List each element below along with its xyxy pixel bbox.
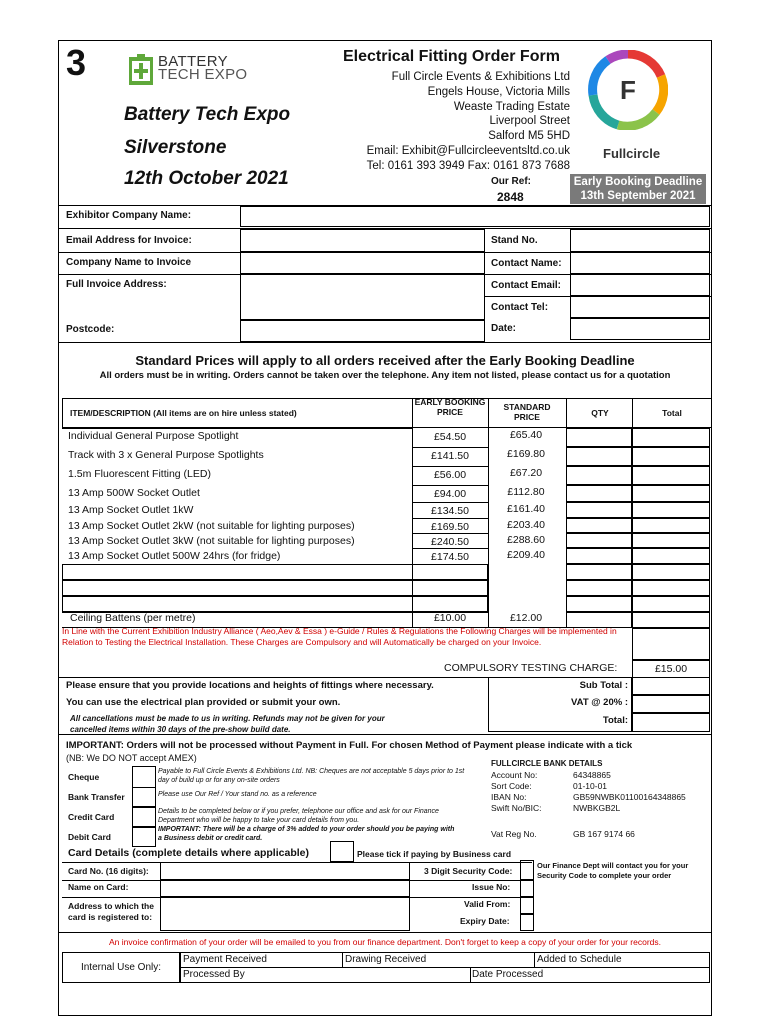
stand-label: Stand No. [491,235,538,246]
ceiling-standard-price: £12.00 [509,612,543,624]
business-card-label: Please tick if paying by Business card [357,849,512,859]
deadline-date: 13th September 2021 [580,190,696,202]
col-item: ITEM/DESCRIPTION (All items are on hire unless stated) [70,408,297,418]
debit-card-note: IMPORTANT: There will be a charge of 3% added to your order should you be paying with a Business debit or credit card. [158,826,455,842]
business-card-checkbox[interactable] [330,841,354,862]
qty-input[interactable] [566,502,632,518]
subtotal-label: Sub Total : [579,680,628,691]
contact-name-label: Contact Name: [491,258,562,269]
total-cell [632,548,710,564]
divider [58,342,712,343]
email-invoice-input[interactable] [240,229,485,252]
bank-value: GB59NWBK01100164348865 [573,792,686,802]
our-ref-value: 2848 [497,190,524,204]
standard-price: £161.40 [507,503,545,515]
item-description: 13 Amp Socket Outlet 1kW [68,504,194,516]
col-divider [488,398,489,628]
vat-label: VAT @ 20% : [571,697,628,708]
early-price: £169.50 [431,521,469,533]
ceiling-early-price: £10.00 [433,612,467,624]
standard-price: £67.20 [509,467,543,479]
internal-use-label: Internal Use Only: [62,952,180,983]
standard-prices-notice: Standard Prices will apply to all orders received after the Early Booking Deadline [135,353,635,368]
divider [470,967,471,983]
contact-email-input[interactable] [570,274,710,296]
qty-input[interactable] [566,447,632,466]
processed-by: Processed By [183,969,245,980]
address-line: Email: Exhibit@Fullcircleeventsltd.co.uk [366,144,570,157]
card-address-label: Address to which the card is registered to: [68,901,154,922]
row-line [412,485,488,486]
total-cell [632,518,710,533]
qty-input[interactable] [566,518,632,533]
address-line: Salford M5 5HD [488,130,570,143]
event-date: 12th October 2021 [124,168,289,189]
invoice-confirmation-note: An invoice confirmation of your order will be emailed to you from our finance department. Don't forget to keep a copy of your order for your records. [108,937,662,947]
row-line [412,502,488,503]
standard-price: £65.40 [509,429,543,441]
page-number: 3 [66,42,87,83]
event-name: Battery Tech Expo [124,104,291,125]
early-price: £56.00 [433,469,467,481]
exhibitor-input[interactable] [240,206,710,227]
security-code-input[interactable] [520,860,534,880]
orders-in-writing-notice: All orders must be in writing. Orders cannot be taken over the telephone. Any item not listed, please contact us for a quotation [99,370,671,381]
item-description: Individual General Purpose Spotlight [68,430,239,442]
qty-input[interactable] [566,533,632,548]
contact-tel-label: Contact Tel: [491,302,549,313]
subtotal-value [632,677,710,695]
contact-email-label: Contact Email: [491,280,562,291]
ceiling-total-cell [632,612,710,628]
brand-letter: F [620,75,636,105]
col-qty: QTY [591,408,609,418]
early-price: £94.00 [433,488,467,500]
blank-row[interactable] [62,580,488,596]
exhibitor-label: Exhibitor Company Name: [66,210,192,221]
total-cell [632,466,710,485]
address-line: Tel: 0161 393 3949 Fax: 0161 873 7688 [366,159,570,172]
row-line [412,518,488,519]
postcode-input[interactable] [240,320,485,342]
no-amex-note: (NB: We DO NOT accept AMEX) [66,753,197,763]
cheque-checkbox[interactable] [132,766,156,788]
plan-note: You can use the electrical plan provided or submit your own. [66,697,341,708]
total-label: Total: [602,715,628,726]
bank-key: Sort Code: [491,781,532,791]
bank-key: IBAN No: [491,792,527,802]
bank-transfer-checkbox[interactable] [132,787,156,807]
battery-logo-icon [128,54,154,86]
testing-value: £15.00 [632,660,710,678]
payment-important: IMPORTANT: Orders will not be processed without Payment in Full. For chosen Method of Payment please indicate with a tick [66,740,633,751]
stand-input[interactable] [570,229,710,252]
bank-details [491,770,706,814]
credit-card-note: Details to be completed below or if you prefer, telephone our office and ask for our Finance Department who will be happy to take your card details from you. [158,808,439,824]
qty-input[interactable] [566,485,632,502]
total-cell [632,485,710,502]
total-cell [632,533,710,548]
valid-from-label: Valid From: [464,899,511,909]
expiry-date-input[interactable] [520,914,534,931]
total-cell [632,596,710,612]
address-line: Liverpool Street [489,115,570,128]
item-description: 13 Amp Socket Outlet 2kW (not suitable for lighting purposes) [68,520,355,532]
security-code-note: Our Finance Dept will contact you for your Security Code to complete your order [537,861,689,880]
issue-no-input[interactable] [520,880,534,897]
bank-transfer-label: Bank Transfer [68,792,125,802]
logo-line-2: TECH EXPO [158,66,248,83]
bank-value: 64348865 [573,770,611,780]
date-processed: Date Processed [472,969,544,980]
ceiling-item: Ceiling Battens (per metre) [70,612,196,624]
bank-key: Swift No/BIC: [491,803,542,813]
item-description: 1.5m Fluorescent Fitting (LED) [68,468,211,480]
our-ref-label: Our Ref: [491,176,531,187]
qty-input[interactable] [566,564,632,580]
early-price: £134.50 [431,505,469,517]
card-number-label: Card No. (16 digits): [68,866,149,876]
col-divider [632,398,633,428]
blank-row[interactable] [62,564,488,580]
cancel-note: All cancellations must be made to us in writing. Refunds may not be given for your cancelled items within 30 days of the pre-show build date. [70,714,385,734]
deadline-label: Early Booking Deadline [573,176,703,188]
divider [180,967,710,968]
vat-reg-label: Vat Reg No. [491,829,537,839]
total-cell [632,502,710,518]
item-description: 13 Amp Socket Outlet 500W 24hrs (for fridge) [68,550,281,562]
company-address [330,70,570,174]
qty-input[interactable] [566,428,632,447]
card-number-input[interactable] [160,862,410,880]
full-address-input[interactable] [240,274,485,320]
date-input[interactable] [570,318,710,340]
qty-input[interactable] [566,466,632,485]
credit-card-checkbox[interactable] [132,807,156,827]
address-line: Weaste Trading Estate [453,100,570,113]
payment-received: Payment Received [183,954,267,965]
full-address-label: Full Invoice Address: [66,279,167,290]
divider [58,932,712,933]
ensure-note: Please ensure that you provide locations and heights of fittings where necessary. [66,680,434,691]
col-early: EARLY BOOKING PRICE [414,397,486,417]
postcode-label: Postcode: [66,324,115,335]
card-details-title: Card Details (complete details where applicable) [68,847,309,859]
item-description: 13 Amp Socket Outlet 3kW (not suitable for lighting purposes) [68,535,355,547]
standard-price: £209.40 [507,549,545,561]
added-to-schedule: Added to Schedule [537,954,622,965]
early-price: £54.50 [433,431,467,443]
col-standard: STANDARD PRICE [503,402,551,422]
company-invoice-input[interactable] [240,252,485,274]
row-line [62,428,412,429]
logo-text [158,55,247,81]
brand-name: Fullcircle [603,146,661,161]
row-line [412,466,488,467]
item-description: Track with 3 x General Purpose Spotlights [68,449,264,461]
early-price: £240.50 [431,536,469,548]
testing-note: In Line with the Current Exhibition Industry Alliance ( Aeo,Aev & Essa ) e-Guide / Rules & Regulations the Following Charges will be implemented in Relation to Testing the Electrical Installation. These Charges are Compulsory and will Automatically be charged on your Invoice. [62,626,617,647]
testing-blank-cell [632,628,710,660]
date-label: Date: [491,323,517,334]
debit-card-checkbox[interactable] [132,827,156,847]
qty-input[interactable] [566,548,632,564]
cheque-label: Cheque [68,772,100,782]
row-line [412,548,488,549]
divider [58,734,712,735]
event-venue: Silverstone [124,137,227,158]
logo-line-1: BATTERY [158,53,228,70]
name-on-card-input[interactable] [160,880,410,897]
drawing-received: Drawing Received [345,954,427,965]
name-on-card-label: Name on Card: [68,882,129,892]
address-line: Full Circle Events & Exhibitions Ltd [391,71,570,83]
standard-price: £203.40 [507,519,545,531]
card-address-input[interactable] [160,897,410,931]
row-line [412,533,488,534]
total-cell [632,447,710,466]
vat-value [632,695,710,713]
qty-input[interactable] [566,596,632,612]
bank-key: Account No: [491,770,538,780]
company-invoice-label: Company Name to Invoice [66,257,192,268]
contact-name-input[interactable] [570,252,710,274]
early-price: £141.50 [431,450,469,462]
standard-price: £169.80 [507,448,545,460]
expiry-date-label: Expiry Date: [460,916,510,926]
divider [534,952,535,967]
email-invoice-label: Email Address for Invoice: [66,235,192,246]
bank-details-title: FULLCIRCLE BANK DETAILS [491,759,603,768]
row-line [412,447,488,448]
bank-value: 01-10-01 [573,781,608,791]
item-description: 13 Amp 500W Socket Outlet [68,487,200,499]
col-total: Total [662,408,682,418]
vat-reg-value: GB 167 9174 66 [573,829,635,839]
bank-transfer-note: Please use Our Ref / Your stand no. as a reference [158,791,317,798]
qty-input[interactable] [566,580,632,596]
total-cell [632,580,710,596]
testing-label: COMPULSORY TESTING CHARGE: [444,662,618,674]
total-cell [632,564,710,580]
early-price: £174.50 [431,551,469,563]
debit-card-label: Debit Card [68,832,111,842]
security-code-label: 3 Digit Security Code: [424,866,513,876]
bank-value: NWBKGB2L [573,803,621,813]
cheque-note: Payable to Full Circle Events & Exhibitions Ltd. NB: Cheques are not acceptable 5 days prior to 1st day of build up or for any on-site orders [158,768,465,784]
credit-card-label: Credit Card [68,812,115,822]
standard-price: £112.80 [507,486,545,498]
form-title: Electrical Fitting Order Form [343,48,560,65]
blank-row[interactable] [62,596,488,612]
col-divider [566,398,567,428]
contact-tel-input[interactable] [570,296,710,318]
divider [342,952,343,967]
total-value [632,713,710,732]
standard-price: £288.60 [507,534,545,546]
deadline-badge [570,174,706,204]
issue-no-label: Issue No: [472,882,511,892]
total-cell [632,428,710,447]
address-line: Engels House, Victoria Mills [427,85,570,98]
valid-from-input[interactable] [520,897,534,914]
fullcircle-logo-icon [588,50,668,130]
